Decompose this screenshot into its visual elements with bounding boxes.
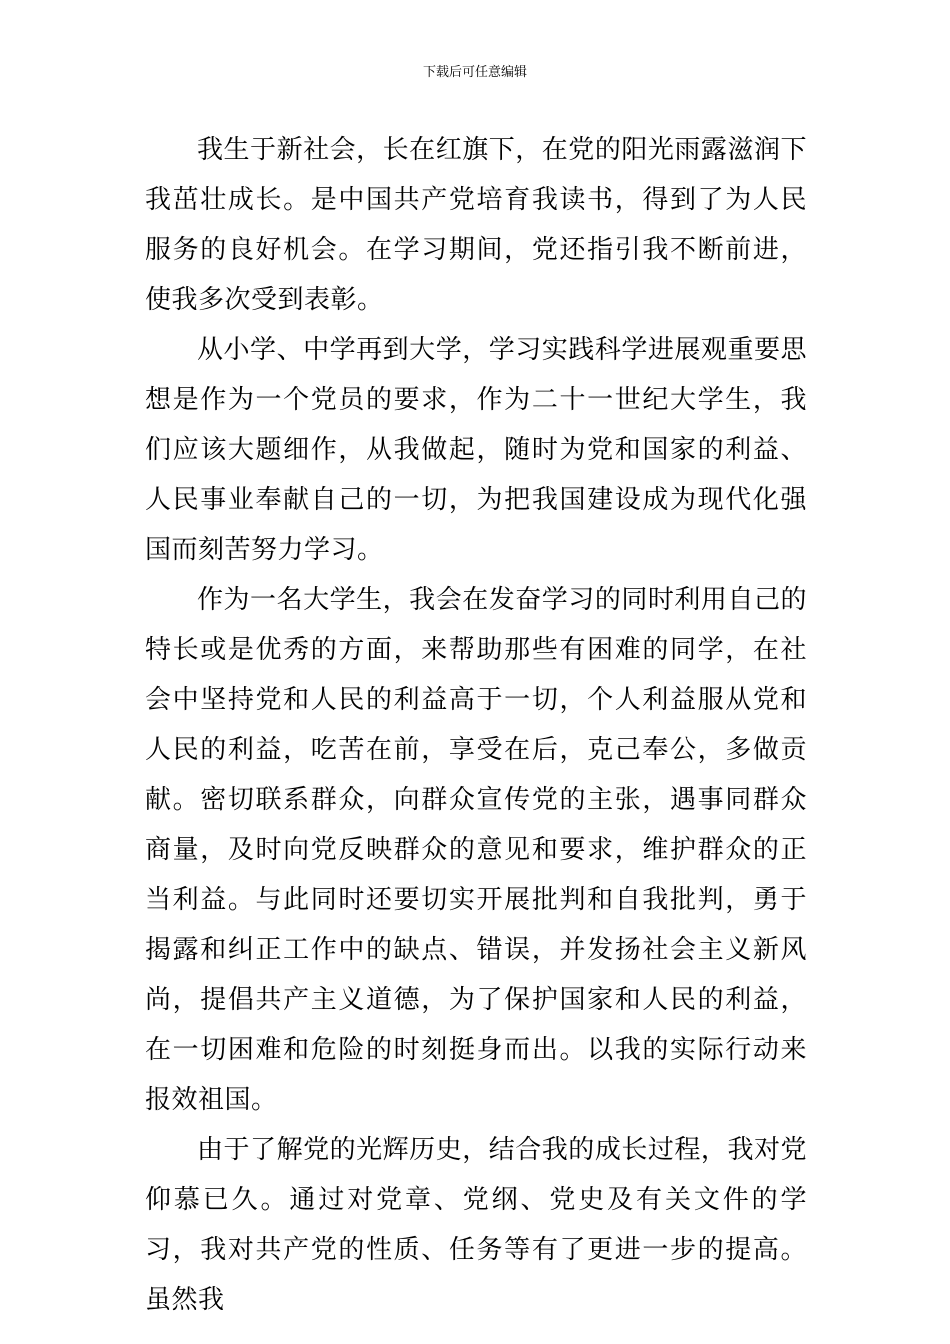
page-header-note: 下载后可任意编辑 bbox=[422, 65, 527, 80]
document-body bbox=[145, 125, 807, 1325]
paragraph-3: 作为一名大学生，我会在发奋学习的同时利用自己的特长或是优秀的方面，来帮助那些有困难的同学，在社会中坚持党和人民的利益高于一切，个人利益服从党和人民的利益，吃苦在前，享受在后，克己奉公，多做贡献。密切联系群众，向群众宣传党的主张，遇事同群众商量，及时向党反映群众的意见和要求，维护群众的正当利益。与此同时还要切实开展批判和自我批判，勇于揭露和纠正工作中的缺点、错误，并发扬社会主义新风尚，提倡共产主义道德，为了保护国家和人民的利益，在一切困难和危险的时刻挺身而出。以我的实际行动来报效祖国。 bbox=[145, 585, 807, 1115]
paragraph-2: 从小学、中学再到大学，学习实践科学进展观重要思想是作为一个党员的要求，作为二十一世纪大学生，我们应该大题细作，从我做起，随时为党和国家的利益、人民事业奉献自己的一切，为把我国建设成为现代化强国而刻苦努力学习。 bbox=[145, 335, 807, 565]
paragraph-1: 我生于新社会，长在红旗下，在党的阳光雨露滋润下我茁壮成长。是中国共产党培育我读书，得到了为人民服务的良好机会。在学习期间，党还指引我不断前进，使我多次受到表彰。 bbox=[145, 135, 807, 315]
paragraph-4: 由于了解党的光辉历史，结合我的成长过程，我对党仰慕已久。通过对党章、党纲、党史及有关文件的学习，我对共产党的性质、任务等有了更进一步的提高。虽然我 bbox=[145, 1135, 807, 1315]
